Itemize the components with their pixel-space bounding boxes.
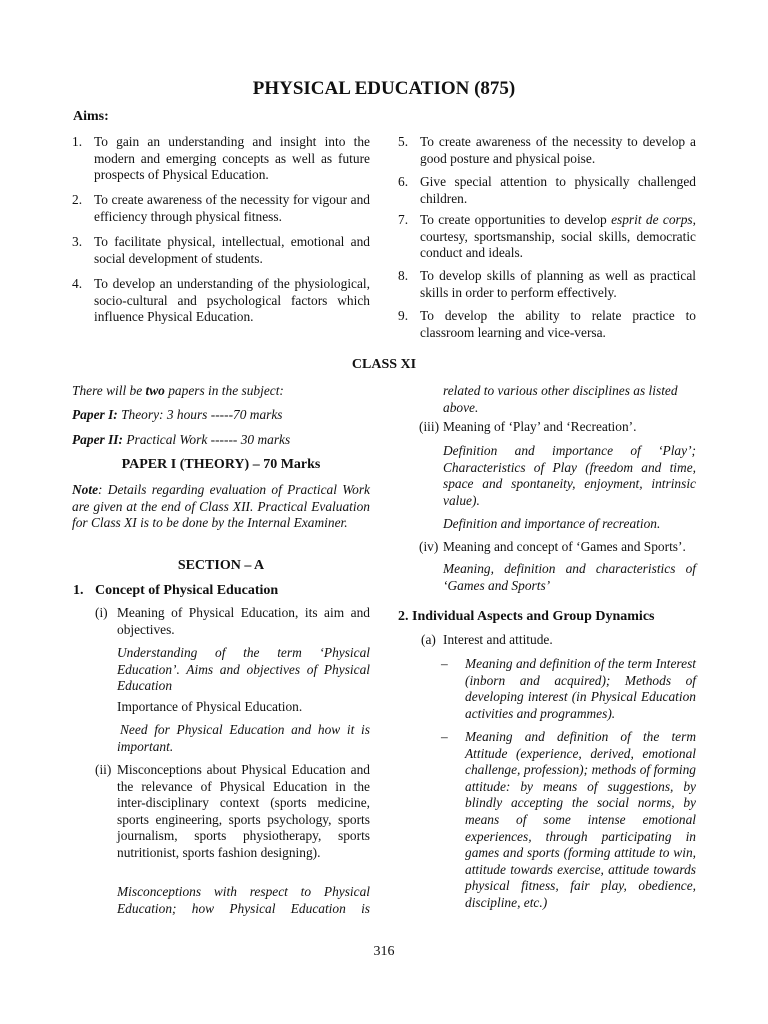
aim-text: To create awareness of the necessity for vigour and efficiency through physical fitness.: [94, 192, 370, 224]
topic-1-item-iii-recreation: Definition and importance of recreation.: [443, 516, 661, 531]
bullet-text: Meaning and definition of the term Attitude (experience, derived, emotional challenge, profession); methods of forming attitude: by means of suggestions, by blindly accepting the social norms, by means of some intense emotional experiences, through participating in games and sports (forming attitude to win, attitude towards exercise, attitude towards physical fitness, fair play, obedience, discipline, etc.): [465, 729, 696, 910]
aim-item-3: [72, 234, 370, 267]
item-number: (i): [95, 605, 108, 620]
topic-1-item-i: [95, 605, 370, 638]
topic-1-item-ii-desc-start: Misconceptions with respect to Physical Education; how Physical Education is: [117, 884, 370, 916]
aim-number: 2.: [72, 192, 83, 207]
item-text: Meaning and concept of ‘Games and Sports’.: [443, 539, 686, 554]
paper-1-text: Theory: 3 hours -----70 marks: [117, 407, 283, 422]
aim-text: To gain an understanding and insight into the modern and emerging concepts as well as future prospects of Physical Education.: [94, 134, 370, 183]
aim-item-6: [398, 174, 696, 207]
bullet-text: Meaning and definition of the term Interest (inborn and acquired); Methods of developing interest (in Physical Education activities and programmes).: [465, 656, 696, 721]
topic-1-item-iii: [419, 419, 696, 436]
paper-1-label: Paper I:: [72, 407, 118, 422]
aim-number: 3.: [72, 234, 83, 249]
topic-1-item-ii: [95, 762, 370, 862]
topic-2-item-a: [421, 632, 696, 649]
item-text: Meaning of Physical Education, its aim and objectives.: [117, 605, 370, 637]
aim-item-5: [398, 134, 696, 167]
aim-number: 4.: [72, 276, 83, 291]
aim-item-2: [72, 192, 370, 225]
aim-number: 6.: [398, 174, 409, 189]
aim-item-1: [72, 134, 370, 184]
topic-1-item-i-importance: Importance of Physical Education.: [117, 699, 303, 714]
paper-1-line: [72, 407, 370, 424]
papers-intro-bold: two: [145, 383, 165, 398]
aim-text: To develop skills of planning as well as practical skills in order to perform effectively.: [420, 268, 696, 300]
topic-2-bullet-interest: [441, 656, 696, 722]
aim-text-part: , courtesy, sportsmanship, social skills, democratic conduct and ideals.: [420, 212, 696, 261]
aim-number: 1.: [72, 134, 83, 149]
section-heading: SECTION – A: [177, 558, 265, 573]
paper-2-text: Practical Work ------ 30 marks: [122, 432, 291, 447]
topic-1-item-i-need: Need for Physical Education and how it is important.: [117, 722, 370, 754]
topic-1-number: 1.: [73, 583, 84, 598]
aim-text-italic: esprit de corps: [611, 212, 693, 227]
item-text: Meaning of ‘Play’ and ‘Recreation’.: [443, 419, 637, 434]
topic-1-item-iv: [419, 539, 696, 556]
page-number: 316: [373, 944, 395, 959]
item-number: (a): [421, 632, 436, 647]
item-number: (iv): [419, 539, 439, 554]
paper-2-label: Paper II:: [72, 432, 123, 447]
aim-item-8: [398, 268, 696, 301]
aims-heading: Aims:: [73, 109, 109, 124]
aim-number: 7.: [398, 212, 409, 227]
aim-text: [420, 212, 696, 262]
topic-1-title: Concept of Physical Education: [95, 583, 279, 598]
item-text: Misconceptions about Physical Education and the relevance of Physical Education in the inter-disciplinary context (sports medicine, sports engineering, sports psychology, sports journalism, sports physiotherapy, sports nutritionist, sports fashion designing).: [117, 762, 370, 860]
papers-intro-text: papers in the subject:: [164, 383, 284, 398]
aim-number: 8.: [398, 268, 409, 283]
aim-text: Give special attention to physically challenged children.: [420, 174, 696, 206]
class-heading: CLASS XI: [351, 357, 417, 372]
aim-item-7: [398, 212, 696, 262]
paper-theory-heading: PAPER I (THEORY) – 70 Marks: [121, 457, 321, 472]
papers-intro: [72, 383, 370, 400]
note: [72, 482, 370, 532]
aim-text: To develop the ability to relate practice to classroom learning and vice-versa.: [420, 308, 696, 340]
topic-1-item-iii-desc: Definition and importance of ‘Play’; Characteristics of Play (freedom and time, space and spontaneity, enjoyment, intrinsic value).: [443, 443, 696, 508]
dash-bullet: –: [441, 656, 448, 671]
item-number: (iii): [419, 419, 440, 434]
page-title: PHYSICAL EDUCATION (875): [252, 78, 516, 99]
aim-number: 9.: [398, 308, 409, 323]
aim-text-part: To create opportunities to develop: [420, 212, 612, 227]
aim-item-9: [398, 308, 696, 341]
note-label: Note: [72, 482, 99, 497]
item-text: Interest and attitude.: [443, 632, 553, 647]
topic-2-bullet-attitude: [441, 729, 696, 912]
note-text: : Details regarding evaluation of Practical Work are given at the end of Class XII. Practical Evaluation for Class XI is to be done by the Internal Examiner.: [72, 482, 370, 531]
item-number: (ii): [95, 762, 112, 777]
paper-2-line: [72, 432, 370, 449]
aim-text: To facilitate physical, intellectual, emotional and social development of students.: [94, 234, 370, 266]
topic-1-item-iv-desc: Meaning, definition and characteristics of ‘Games and Sports’: [443, 561, 696, 593]
aim-item-4: [72, 276, 370, 326]
topic-2-title: 2. Individual Aspects and Group Dynamics: [398, 609, 655, 624]
aim-text: To create awareness of the necessity to develop a good posture and physical poise.: [420, 134, 696, 166]
aim-number: 5.: [398, 134, 409, 149]
topic-1-item-ii-desc-end: related to various other disciplines as listed above.: [443, 383, 678, 415]
dash-bullet: –: [441, 729, 448, 744]
papers-intro-text: There will be: [72, 383, 146, 398]
topic-1-item-i-desc: Understanding of the term ‘Physical Education’. Aims and objectives of Physical Education: [117, 645, 370, 694]
aim-text: To develop an understanding of the physiological, socio-cultural and psychological factors which influence Physical Education.: [94, 276, 370, 325]
